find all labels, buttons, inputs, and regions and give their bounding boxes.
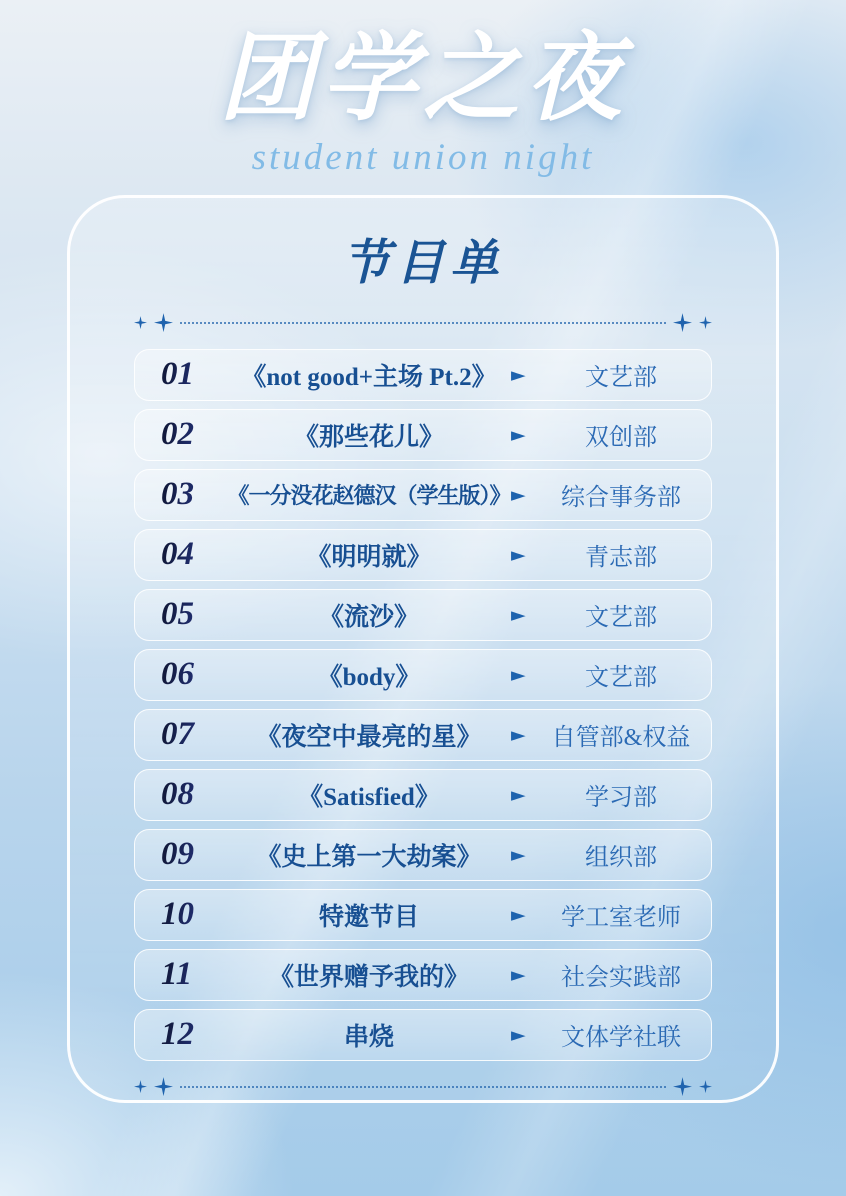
program-department: 文体学社联 <box>561 1025 681 1052</box>
program-row <box>134 949 712 1001</box>
program-department: 文艺部 <box>585 605 657 632</box>
divider-line <box>180 322 666 324</box>
program-number: 05 <box>161 596 227 633</box>
program-title: 特邀节目 <box>318 903 419 931</box>
program-row <box>134 769 712 821</box>
divider-bottom <box>134 1077 712 1097</box>
play-arrow-icon: ► <box>511 843 526 866</box>
sparkle-icon <box>673 313 692 332</box>
program-department: 组织部 <box>585 845 657 872</box>
play-arrow-icon: ► <box>511 543 526 566</box>
sparkle-icon <box>134 316 147 329</box>
program-card <box>67 195 779 1103</box>
program-title: 《流沙》 <box>318 603 419 631</box>
program-row <box>134 889 712 941</box>
play-arrow-icon: ► <box>511 1023 526 1046</box>
program-department: 双创部 <box>585 425 657 452</box>
program-title: 《史上第一大劫案》 <box>256 843 482 871</box>
program-number: 02 <box>161 416 227 453</box>
play-arrow-icon: ► <box>511 963 526 986</box>
sparkle-icon <box>699 1080 712 1093</box>
program-list <box>134 349 712 1061</box>
play-arrow-icon: ► <box>511 423 526 446</box>
play-arrow-icon: ► <box>511 363 526 386</box>
program-row <box>134 1009 712 1061</box>
poster-title: 团学之夜 <box>219 25 627 132</box>
program-row <box>134 709 712 761</box>
program-row <box>134 409 712 461</box>
program-department: 学习部 <box>585 785 657 812</box>
program-department: 综合事务部 <box>561 485 681 512</box>
program-number: 11 <box>161 956 227 993</box>
play-arrow-icon: ► <box>511 663 526 686</box>
poster-subtitle: student union night <box>251 136 595 178</box>
sparkle-icon <box>673 1077 692 1096</box>
program-department: 文艺部 <box>585 365 657 392</box>
program-number: 04 <box>161 536 227 573</box>
program-number: 01 <box>161 356 227 393</box>
program-title: 串烧 <box>343 1023 394 1051</box>
play-arrow-icon: ► <box>511 723 526 746</box>
program-number: 06 <box>161 656 227 693</box>
program-title: 《夜空中最亮的星》 <box>256 723 482 751</box>
poster-header <box>0 0 846 179</box>
program-title: 《那些花儿》 <box>293 423 444 451</box>
play-arrow-icon: ► <box>511 783 526 806</box>
program-title: 《Satisfied》 <box>298 783 440 811</box>
program-title: 《一分没花赵德汉（学生版）》 <box>227 483 511 509</box>
sparkle-icon <box>699 316 712 329</box>
program-number: 08 <box>161 776 227 813</box>
program-row <box>134 529 712 581</box>
program-department: 社会实践部 <box>561 965 681 992</box>
program-number: 09 <box>161 836 227 873</box>
divider-line <box>180 1086 666 1088</box>
program-row <box>134 349 712 401</box>
sparkle-icon <box>154 313 173 332</box>
program-department: 青志部 <box>585 545 657 572</box>
program-department: 自管部&权益 <box>551 725 691 752</box>
divider-top <box>134 313 712 333</box>
program-row <box>134 649 712 701</box>
program-number: 10 <box>161 896 227 933</box>
program-row <box>134 829 712 881</box>
program-title: 《明明就》 <box>306 543 432 571</box>
program-title: 《body》 <box>317 663 421 691</box>
program-number: 03 <box>161 476 227 513</box>
program-title: 《not good+主场 Pt.2》 <box>241 363 497 391</box>
program-row <box>134 589 712 641</box>
sparkle-icon <box>134 1080 147 1093</box>
sparkle-icon <box>154 1077 173 1096</box>
play-arrow-icon: ► <box>511 483 526 506</box>
program-number: 07 <box>161 716 227 753</box>
list-title: 节目单 <box>341 236 504 290</box>
play-arrow-icon: ► <box>511 903 526 926</box>
program-title: 《世界赠予我的》 <box>268 963 469 991</box>
program-row <box>134 469 712 521</box>
program-department: 学工室老师 <box>561 905 681 932</box>
program-number: 12 <box>161 1016 227 1053</box>
program-department: 文艺部 <box>585 665 657 692</box>
play-arrow-icon: ► <box>511 603 526 626</box>
